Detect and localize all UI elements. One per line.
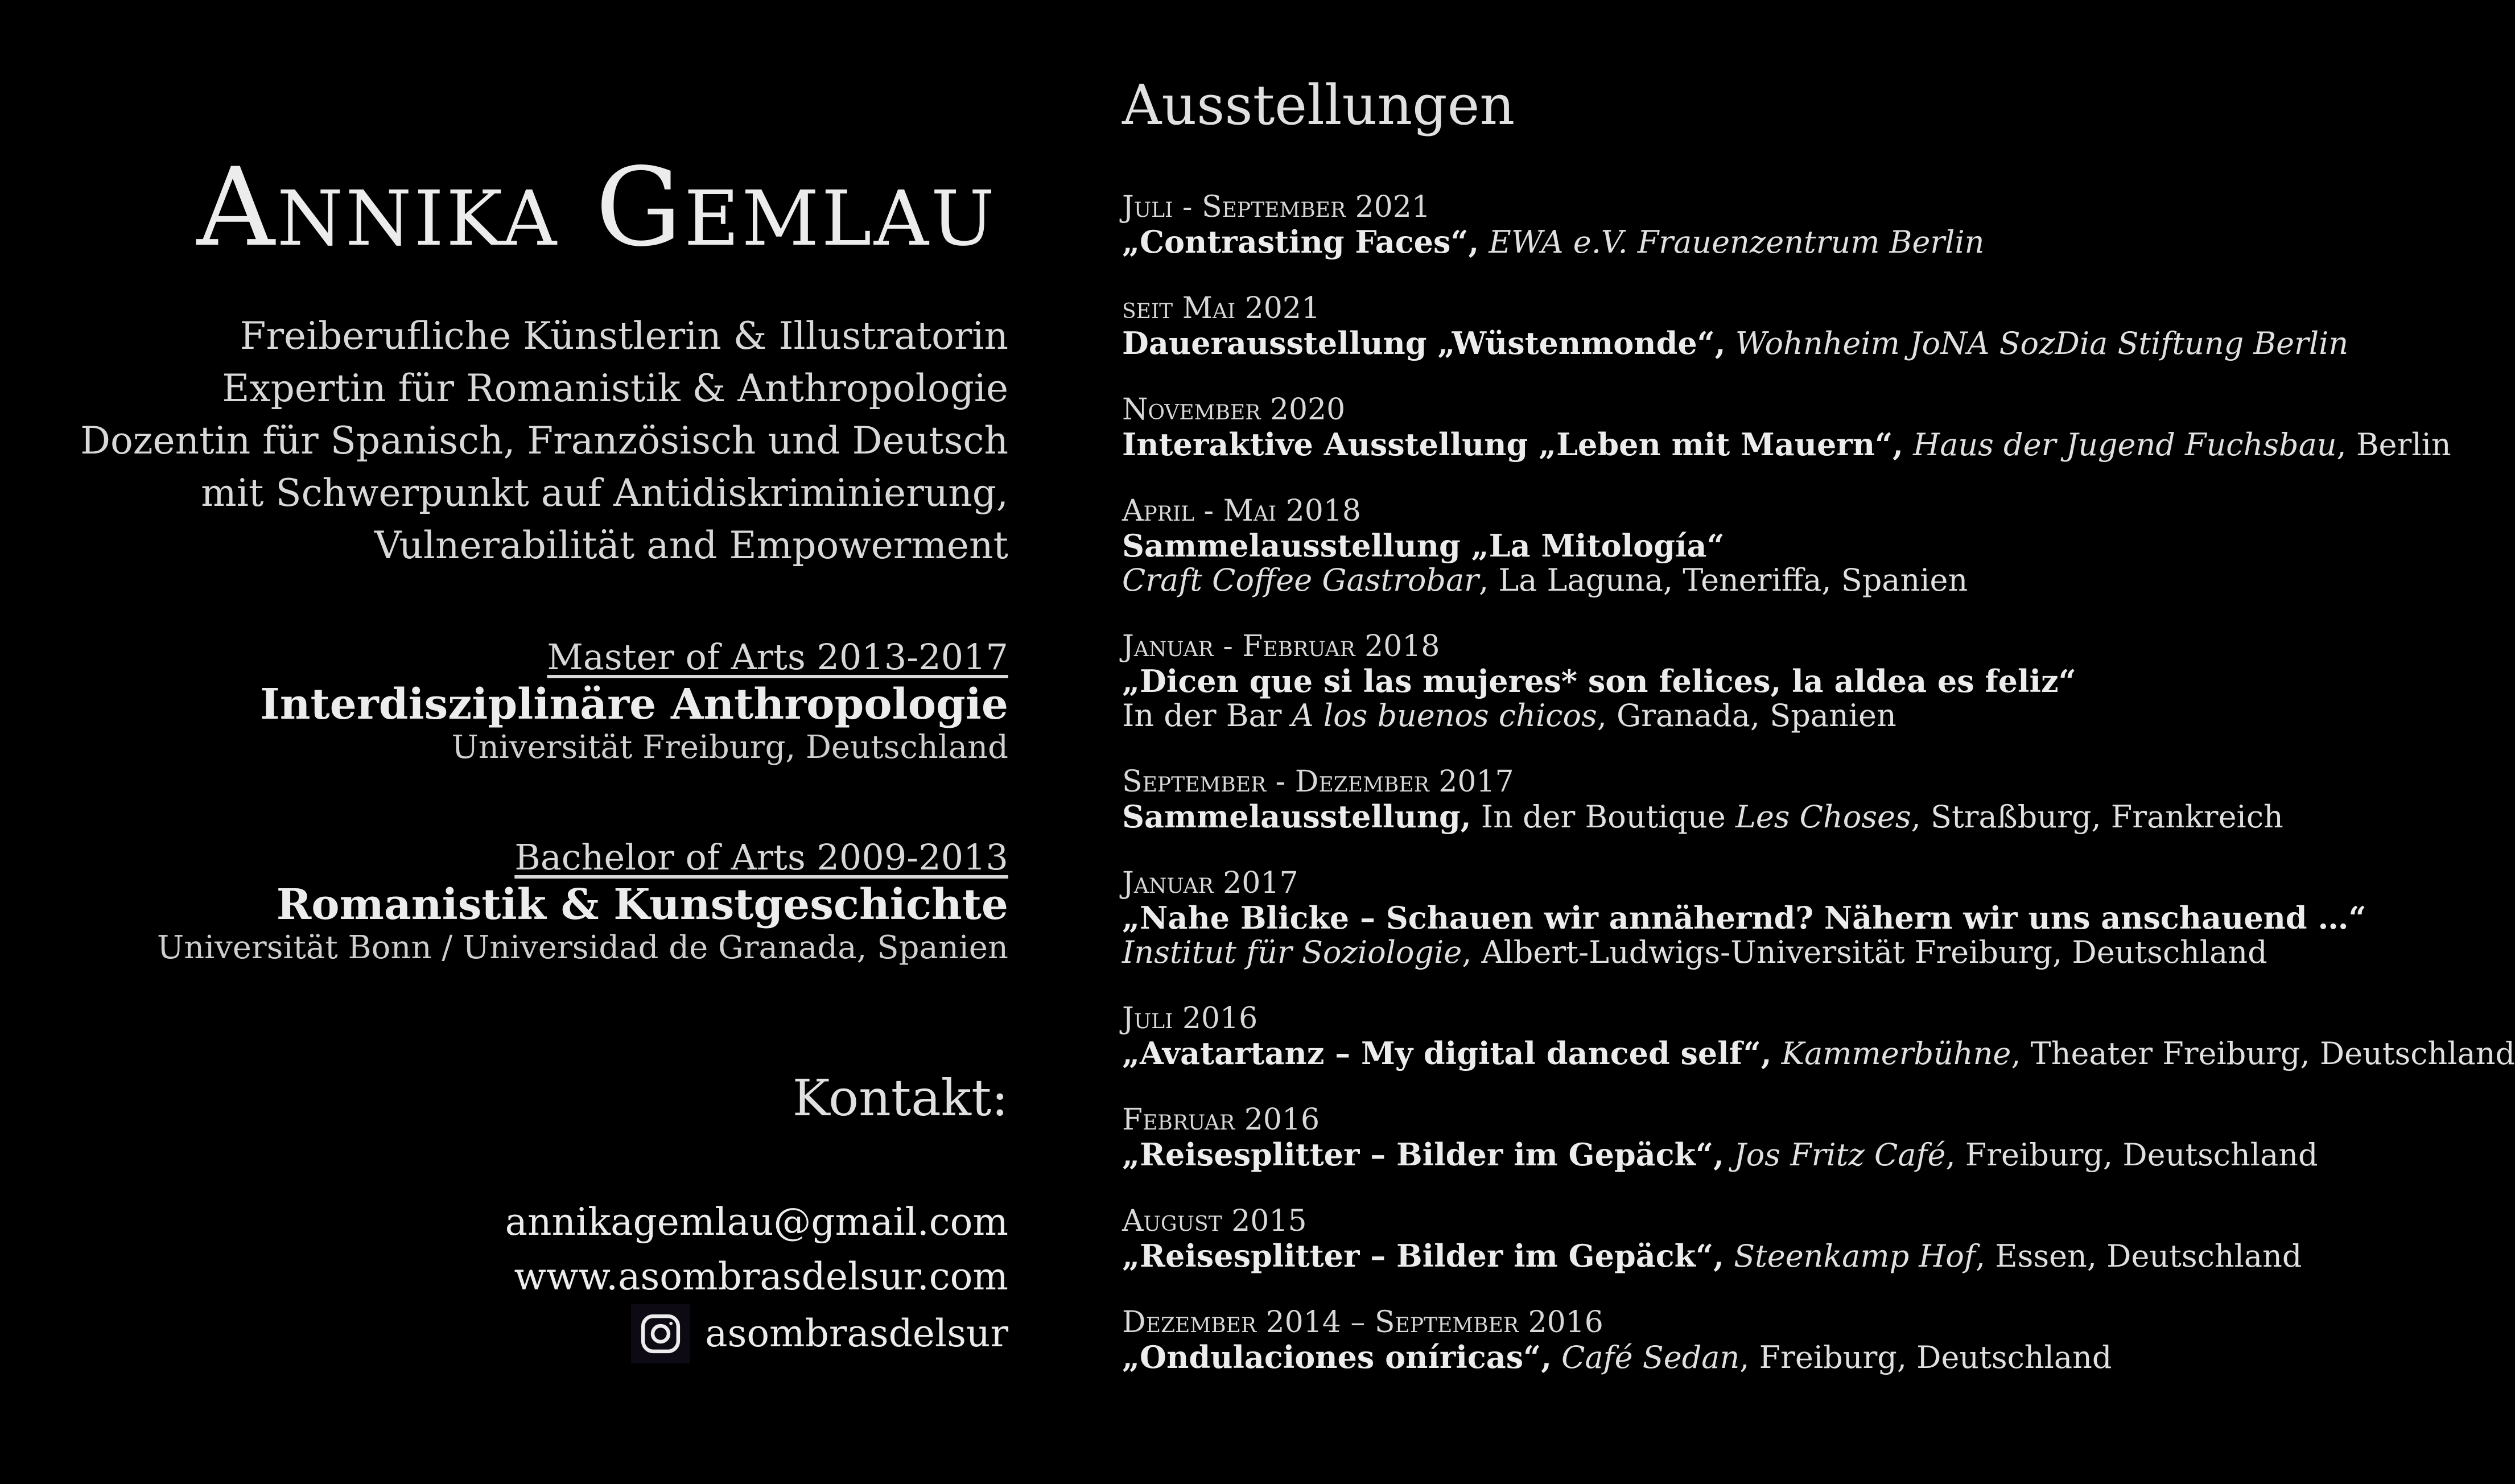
education-master <box>260 634 1008 766</box>
roles-list <box>80 310 1008 572</box>
artist-name: Annika Gemlau <box>196 145 997 270</box>
exhibitions-title: Ausstellungen <box>1122 73 1515 137</box>
exhibition-date: August 2015 <box>1122 1204 1307 1238</box>
role-line: Expertin für Romanistik & Anthropologie <box>222 366 1008 410</box>
exhibition-line <box>1122 326 2414 361</box>
exhibition-location: , Granada, Spanien <box>1597 698 1896 733</box>
exhibition-venue: Wohnheim JoNA SozDia Stiftung Berlin <box>1725 325 2349 361</box>
exhibition-date: Juli - September 2021 <box>1122 190 1430 224</box>
exhibition-venue: EWA e.V. Frauenzentrum Berlin <box>1479 224 1985 260</box>
exhibition-venue: Institut für Soziologie <box>1122 934 1462 970</box>
exhibition-item <box>1122 1305 2414 1406</box>
exhibition-line <box>1122 1340 2414 1375</box>
role-line: mit Schwerpunkt auf Antidiskriminierung, <box>201 471 1008 515</box>
exhibition-venue: Café Sedan <box>1552 1339 1740 1375</box>
exhibition-line <box>1122 529 2414 563</box>
contact-instagram[interactable] <box>505 1304 1008 1363</box>
contact-block <box>505 1195 1008 1363</box>
exhibition-line <box>1122 426 2451 463</box>
exhibition-date: April - Mai 2018 <box>1122 494 1361 528</box>
contact-email[interactable]: annikagemlau@gmail.com <box>505 1200 1008 1244</box>
exhibition-item <box>1122 392 2451 493</box>
exhibition-venue: Les Choses <box>1735 799 1911 835</box>
exhibition-item <box>1122 291 2414 392</box>
exhibition-title: „Dicen que si las mujeres* son felices, la aldea es feliz“ <box>1122 663 2076 699</box>
exhibition-date: Januar 2017 <box>1122 866 1298 900</box>
exhibition-location: , Theater Freiburg, Deutschland <box>2011 1036 2515 1071</box>
exhibition-line <box>1122 699 2414 733</box>
exhibition-title: Sammelausstellung, <box>1122 798 1471 835</box>
exhibition-date: September - Dezember 2017 <box>1122 765 1514 799</box>
degree-field: Interdisziplinäre Anthropologie <box>260 680 1008 729</box>
exhibition-venue: Kammerbühne <box>1771 1036 2011 1071</box>
exhibition-title: „Reisesplitter – Bilder im Gepäck“, <box>1122 1136 1724 1173</box>
exhibition-prefix: In der Boutique <box>1471 799 1735 835</box>
instagram-handle: asombrasdelsur <box>705 1312 1008 1355</box>
exhibition-location: , Freiburg, Deutschland <box>1739 1339 2112 1375</box>
exhibition-item <box>1122 629 2414 764</box>
exhibition-location: , Straßburg, Frankreich <box>1911 799 2283 835</box>
exhibition-venue: Jos Fritz Café <box>1724 1137 1946 1173</box>
degree-label: Bachelor of Arts 2009-2013 <box>514 836 1008 878</box>
exhibition-item <box>1122 1001 2515 1102</box>
exhibition-item <box>1122 865 2414 1001</box>
exhibition-date: Februar 2016 <box>1122 1103 1320 1137</box>
exhibition-line <box>1122 935 2414 970</box>
exhibition-location: , Freiburg, Deutschland <box>1945 1137 2318 1173</box>
exhibition-title: „Contrasting Faces“, <box>1122 224 1479 260</box>
instagram-icon <box>631 1304 690 1363</box>
exhibition-line <box>1122 1035 2515 1071</box>
exhibition-item <box>1122 764 2414 865</box>
degree-university: Universität Freiburg, Deutschland <box>451 729 1008 766</box>
exhibition-line <box>1122 1137 2414 1172</box>
exhibition-venue: Steenkamp Hof <box>1724 1238 1976 1274</box>
contact-website[interactable]: www.asombrasdelsur.com <box>514 1255 1008 1298</box>
exhibition-venue: Craft Coffee Gastrobar <box>1122 562 1479 598</box>
exhibition-date: November 2020 <box>1122 393 1346 427</box>
exhibition-item <box>1122 189 2414 291</box>
exhibition-venue: Haus der Jugend Fuchsbau <box>1903 427 2337 463</box>
exhibition-line <box>1122 563 2414 597</box>
exhibition-title: „Avatartanz – My digital danced self“, <box>1122 1035 1772 1071</box>
exhibition-date: Dezember 2014 – September 2016 <box>1122 1305 1603 1339</box>
exhibition-title: Dauerausstellung „Wüstenmonde“, <box>1122 325 1726 361</box>
degree-field: Romanistik & Kunstgeschichte <box>276 880 1008 929</box>
exhibition-date: Januar - Februar 2018 <box>1122 629 1440 663</box>
role-line: Vulnerabilität and Empowerment <box>374 523 1008 567</box>
exhibition-title: Sammelausstellung „La Mitología“ <box>1122 527 1725 564</box>
exhibition-line <box>1122 799 2414 834</box>
exhibitions-list <box>1122 189 2515 1406</box>
exhibition-title: „Nahe Blicke – Schauen wir annähernd? Nähern wir uns anschauend …“ <box>1122 900 2366 936</box>
exhibition-title: Interaktive Ausstellung „Leben mit Mauern“, <box>1122 426 1903 463</box>
role-line: Freiberufliche Künstlerin & Illustratorin <box>240 314 1008 358</box>
exhibition-location: , Berlin <box>2336 427 2451 463</box>
exhibition-title: „Reisesplitter – Bilder im Gepäck“, <box>1122 1238 1724 1274</box>
contact-heading: Kontakt: <box>792 1069 1008 1127</box>
exhibition-line <box>1122 225 2414 259</box>
exhibition-location: , Essen, Deutschland <box>1975 1238 2302 1274</box>
exhibition-date: Juli 2016 <box>1122 1001 1258 1036</box>
education-bachelor <box>157 835 1008 967</box>
exhibition-item <box>1122 1102 2414 1203</box>
exhibition-location: , Albert-Ludwigs-Universität Freiburg, Deutschland <box>1462 934 2267 970</box>
exhibition-line <box>1122 1239 2414 1273</box>
exhibition-title: „Ondulaciones oníricas“, <box>1122 1339 1552 1375</box>
role-line: Dozentin für Spanisch, Französisch und Deutsch <box>80 419 1008 463</box>
degree-university: Universität Bonn / Universidad de Granada, Spanien <box>156 929 1008 966</box>
exhibition-venue: A los buenos chicos <box>1291 698 1597 733</box>
exhibition-item <box>1122 493 2414 629</box>
exhibition-line <box>1122 664 2414 699</box>
exhibition-location: , La Laguna, Teneriffa, Spanien <box>1479 562 1968 598</box>
exhibition-item <box>1122 1203 2414 1305</box>
exhibition-line <box>1122 901 2414 935</box>
degree-label: Master of Arts 2013-2017 <box>547 636 1008 678</box>
exhibition-date: seit Mai 2021 <box>1122 291 1321 325</box>
exhibition-prefix: In der Bar <box>1122 698 1292 733</box>
